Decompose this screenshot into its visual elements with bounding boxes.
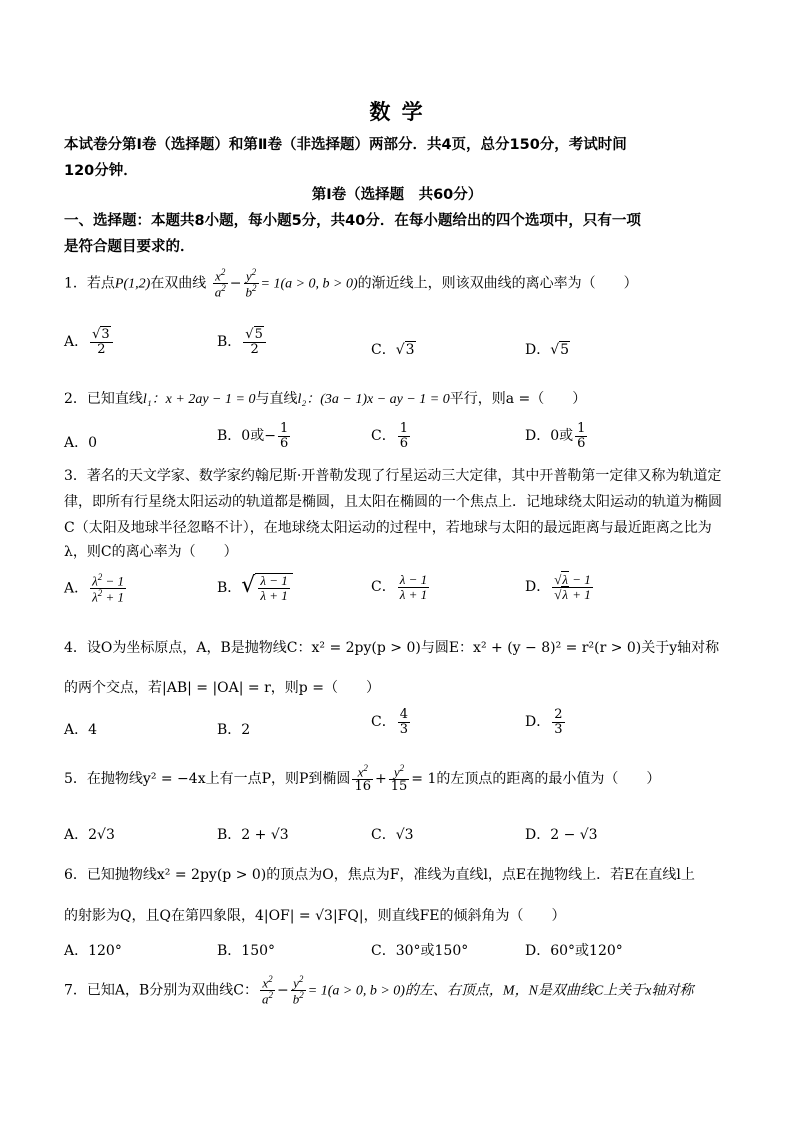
q6-option-d: D．60°或120° bbox=[525, 943, 623, 959]
q3-line-2: 律，即所有行星绕太阳运动的轨道都是椭圆，且太阳在椭圆的一个焦点上．记地球绕太阳运动的轨道为椭圆 bbox=[64, 494, 722, 510]
q3-line-1: 3．著名的天文学家、数学家约翰尼斯·开普勒发现了行星运动三大定律，其中开普勒第一定律又称为轨道定 bbox=[64, 468, 722, 484]
section1-line-2: 是符合题目要求的． bbox=[64, 239, 195, 255]
q5-option-b: B．2 + √3 bbox=[217, 827, 289, 843]
q4-line-2: 的两个交点，若|AB| = |OA| = r，则p =（ ） bbox=[64, 680, 380, 696]
fraction: $\frac{y^2}{b^2}$ bbox=[245, 267, 257, 300]
q4-option-a: A．4 bbox=[64, 722, 98, 738]
q1-option-c: C．√3 bbox=[371, 342, 415, 358]
q2-option-c: C． $\frac{1}{6}$ bbox=[371, 421, 408, 451]
q4-line-1: 4．设O为坐标原点，A，B是抛物线C：x² = 2py(p > 0)与圆E：x² + (y − 8)² = r²(r > 0)关于y轴对称 bbox=[64, 640, 720, 656]
q6-line-2: 的射影为Q，且Q在第四象限，4|OF| = √3|FQ|，则直线FE的倾斜角为（ ） bbox=[64, 908, 566, 924]
q4-option-c: C． $\frac{4}{3}$ bbox=[371, 707, 408, 737]
page-title: 数 学 bbox=[369, 100, 425, 124]
part1-title: 第Ⅰ卷（选择题 共60分） bbox=[311, 187, 483, 203]
q3-option-b: B．√ $\frac{\lambda - 1}{\lambda + 1}$ bbox=[217, 573, 293, 603]
q2-option-d: D．0或 $\frac{1}{6}$ bbox=[525, 421, 586, 451]
question-5: 5．在抛物线y² = −4x上有一点P，则P到椭圆 $\frac{x^2}{16}$ + $\frac{y^2}{15}$ = 1的左顶点的距离的最小值为（ ） bbox=[64, 763, 661, 794]
q4-option-d: D． $\frac{2}{3}$ bbox=[525, 707, 563, 737]
q6-line-1: 6．已知抛物线x² = 2py(p > 0)的顶点为O，焦点为F，准线为直线l，点E在抛物线上．若E在直线l上 bbox=[64, 867, 695, 883]
q3-option-d: D． $\frac{√\lambda - 1}{√\lambda + 1}$ bbox=[525, 572, 591, 602]
q2-option-a: A．0 bbox=[64, 435, 98, 451]
q4-option-b: B．2 bbox=[217, 722, 251, 738]
question-2: 2．已知直线l₁：x + 2ay − 1 = 0与直线l₂：(3a − 1)x − ay − 1 = 0平行，则a =（ ） bbox=[64, 391, 587, 407]
q1-option-b: B． $\frac{√5}{2}$ bbox=[217, 328, 268, 356]
q6-option-b: B．150° bbox=[217, 943, 276, 959]
intro-line-2: 120分钟． bbox=[64, 163, 138, 179]
q6-option-c: C．30°或150° bbox=[371, 943, 469, 959]
q3-line-4: λ，则C的离心率为（ ） bbox=[64, 544, 238, 560]
q3-option-c: C． $\frac{\lambda - 1}{\lambda + 1}$ bbox=[371, 572, 428, 602]
q1-option-a: A． $\frac{√3}{2}$ bbox=[64, 328, 115, 356]
q1-option-d: D．√5 bbox=[525, 342, 570, 358]
q2-option-b: B．0或− $\frac{1}{6}$ bbox=[217, 421, 289, 451]
q3-option-a: A． $\frac{\lambda^2 - 1}{\lambda^2 + 1}$ bbox=[64, 572, 125, 605]
question-1: 1．若点P(1,2)在双曲线 $\frac{x^2}{a^2}$ − $\frac{y^2}{b^2}$ = 1(a > 0, b > 0)的渐近线上，则该双曲线的离心率为（ ） bbox=[64, 267, 638, 300]
fraction: $\frac{x^2}{a^2}$ bbox=[214, 267, 226, 300]
section1-line-1: 一、选择题：本题共8小题，每小题5分，共40分．在每小题给出的四个选项中，只有一项 bbox=[64, 213, 641, 229]
q5-option-a: A．2√3 bbox=[64, 827, 115, 843]
q3-line-3: C（太阳及地球半径忽略不计），在地球绕太阳运动的过程中，若地球与太阳的最远距离与最近距离之比为 bbox=[64, 520, 712, 536]
question-7: 7．已知A，B分别为双曲线C： $\frac{x^2}{a^2}$ − $\frac{y^2}{b^2}$ = 1(a > 0, b > 0)的左、右顶点，M，N是双曲线C上关于x轴对称 bbox=[64, 974, 694, 1007]
intro-line-1: 本试卷分第Ⅰ卷（选择题）和第Ⅱ卷（非选择题）两部分．共4页，总分150分，考试时间 bbox=[64, 137, 627, 153]
q5-option-d: D．2 − √3 bbox=[525, 827, 598, 843]
q5-option-c: C．√3 bbox=[371, 827, 414, 843]
q6-option-a: A．120° bbox=[64, 943, 122, 959]
